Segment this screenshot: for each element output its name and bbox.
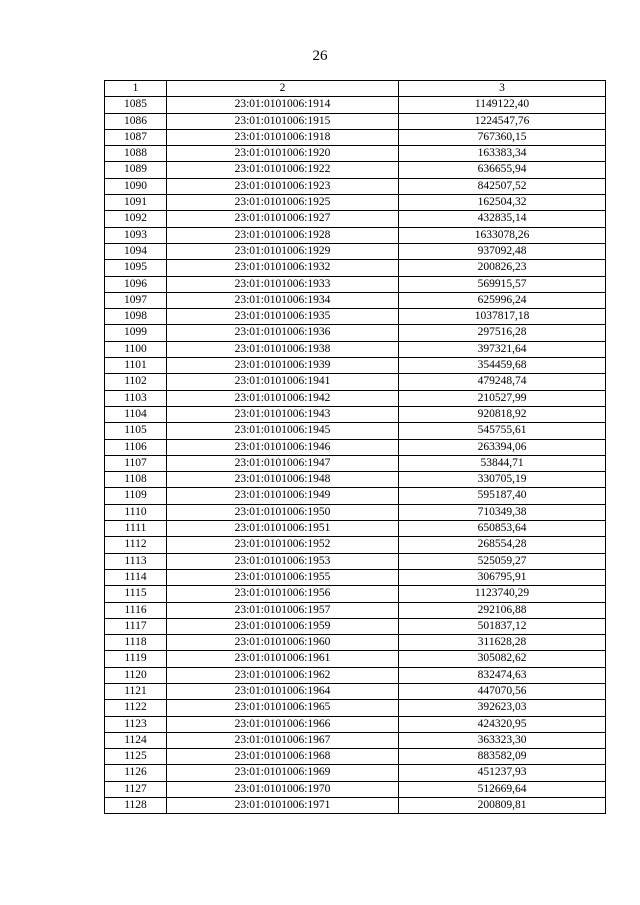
row-number-cell: 1127: [105, 781, 167, 797]
cadastral-number-cell: 23:01:0101006:1946: [167, 439, 399, 455]
table-row: [105, 749, 606, 765]
value-cell: 200826,23: [399, 260, 606, 276]
cadastral-number-cell: 23:01:0101006:1942: [167, 390, 399, 406]
value-cell: 311628,28: [399, 635, 606, 651]
table-row: [105, 341, 606, 357]
cadastral-number-cell: 23:01:0101006:1965: [167, 700, 399, 716]
table-row: [105, 292, 606, 308]
table-row: [105, 178, 606, 194]
value-cell: 937092,48: [399, 243, 606, 259]
row-number-cell: 1089: [105, 162, 167, 178]
value-cell: 263394,06: [399, 439, 606, 455]
row-number-cell: 1124: [105, 732, 167, 748]
table-row: [105, 553, 606, 569]
cadastral-number-cell: 23:01:0101006:1959: [167, 618, 399, 634]
row-number-cell: 1092: [105, 211, 167, 227]
cadastral-number-cell: 23:01:0101006:1960: [167, 635, 399, 651]
cadastral-number-cell: 23:01:0101006:1969: [167, 765, 399, 781]
value-cell: 354459,68: [399, 358, 606, 374]
value-cell: 306795,91: [399, 569, 606, 585]
cadastral-number-cell: 23:01:0101006:1947: [167, 455, 399, 471]
table-row: [105, 651, 606, 667]
value-cell: 832474,63: [399, 667, 606, 683]
value-cell: 53844,71: [399, 455, 606, 471]
cadastral-number-cell: 23:01:0101006:1950: [167, 504, 399, 520]
cadastral-number-cell: 23:01:0101006:1962: [167, 667, 399, 683]
table-row: [105, 97, 606, 113]
value-cell: 210527,99: [399, 390, 606, 406]
cadastral-number-cell: 23:01:0101006:1936: [167, 325, 399, 341]
table-row: [105, 781, 606, 797]
cadastral-number-cell: 23:01:0101006:1941: [167, 374, 399, 390]
cadastral-number-cell: 23:01:0101006:1929: [167, 243, 399, 259]
row-number-cell: 1093: [105, 227, 167, 243]
row-number-cell: 1110: [105, 504, 167, 520]
cadastral-table: [104, 80, 606, 814]
row-number-cell: 1112: [105, 537, 167, 553]
value-cell: 569915,57: [399, 276, 606, 292]
row-number-cell: 1118: [105, 635, 167, 651]
value-cell: 625996,24: [399, 292, 606, 308]
table-row: [105, 455, 606, 471]
cadastral-number-cell: 23:01:0101006:1915: [167, 113, 399, 129]
row-number-cell: 1104: [105, 406, 167, 422]
row-number-cell: 1123: [105, 716, 167, 732]
table-row: [105, 618, 606, 634]
cadastral-number-cell: 23:01:0101006:1914: [167, 97, 399, 113]
value-cell: 883582,09: [399, 749, 606, 765]
cadastral-number-cell: 23:01:0101006:1953: [167, 553, 399, 569]
cadastral-number-cell: 23:01:0101006:1923: [167, 178, 399, 194]
cadastral-number-cell: 23:01:0101006:1925: [167, 195, 399, 211]
table-row: [105, 260, 606, 276]
row-number-cell: 1086: [105, 113, 167, 129]
table-row: [105, 129, 606, 145]
cadastral-number-cell: 23:01:0101006:1970: [167, 781, 399, 797]
row-number-cell: 1109: [105, 488, 167, 504]
row-number-cell: 1113: [105, 553, 167, 569]
row-number-cell: 1125: [105, 749, 167, 765]
row-number-cell: 1090: [105, 178, 167, 194]
table-row: [105, 374, 606, 390]
cadastral-number-cell: 23:01:0101006:1967: [167, 732, 399, 748]
cadastral-number-cell: 23:01:0101006:1966: [167, 716, 399, 732]
table-row: [105, 423, 606, 439]
cadastral-number-cell: 23:01:0101006:1934: [167, 292, 399, 308]
cadastral-number-cell: 23:01:0101006:1927: [167, 211, 399, 227]
cadastral-number-cell: 23:01:0101006:1956: [167, 586, 399, 602]
value-cell: 163383,34: [399, 146, 606, 162]
value-cell: 920818,92: [399, 406, 606, 422]
row-number-cell: 1095: [105, 260, 167, 276]
column-header-2: 2: [167, 81, 399, 97]
cadastral-number-cell: 23:01:0101006:1948: [167, 472, 399, 488]
table-row: [105, 211, 606, 227]
row-number-cell: 1106: [105, 439, 167, 455]
cadastral-number-cell: 23:01:0101006:1961: [167, 651, 399, 667]
value-cell: 424320,95: [399, 716, 606, 732]
row-number-cell: 1121: [105, 683, 167, 699]
table-row: [105, 243, 606, 259]
table-row: [105, 667, 606, 683]
table-row: [105, 537, 606, 553]
table-row: [105, 798, 606, 814]
cadastral-number-cell: 23:01:0101006:1920: [167, 146, 399, 162]
table-row: [105, 113, 606, 129]
value-cell: 501837,12: [399, 618, 606, 634]
value-cell: 545755,61: [399, 423, 606, 439]
row-number-cell: 1115: [105, 586, 167, 602]
page-number: 26: [312, 48, 328, 64]
column-header-3: 3: [399, 81, 606, 97]
table-row: [105, 569, 606, 585]
value-cell: 432835,14: [399, 211, 606, 227]
cadastral-number-cell: 23:01:0101006:1933: [167, 276, 399, 292]
row-number-cell: 1114: [105, 569, 167, 585]
table-row: [105, 521, 606, 537]
value-cell: 1037817,18: [399, 309, 606, 325]
cadastral-number-cell: 23:01:0101006:1938: [167, 341, 399, 357]
column-header-1: 1: [105, 81, 167, 97]
table-body: [105, 97, 606, 814]
table-row: [105, 227, 606, 243]
row-number-cell: 1102: [105, 374, 167, 390]
cadastral-number-cell: 23:01:0101006:1935: [167, 309, 399, 325]
table-row: [105, 504, 606, 520]
value-cell: 767360,15: [399, 129, 606, 145]
cadastral-number-cell: 23:01:0101006:1928: [167, 227, 399, 243]
value-cell: 595187,40: [399, 488, 606, 504]
table-row: [105, 700, 606, 716]
table-row: [105, 586, 606, 602]
row-number-cell: 1101: [105, 358, 167, 374]
row-number-cell: 1094: [105, 243, 167, 259]
value-cell: 292106,88: [399, 602, 606, 618]
value-cell: 397321,64: [399, 341, 606, 357]
table-row: [105, 390, 606, 406]
row-number-cell: 1105: [105, 423, 167, 439]
table-row: [105, 195, 606, 211]
cadastral-number-cell: 23:01:0101006:1968: [167, 749, 399, 765]
row-number-cell: 1117: [105, 618, 167, 634]
row-number-cell: 1126: [105, 765, 167, 781]
table-row: [105, 716, 606, 732]
table-row: [105, 602, 606, 618]
row-number-cell: 1088: [105, 146, 167, 162]
row-number-cell: 1098: [105, 309, 167, 325]
cadastral-number-cell: 23:01:0101006:1939: [167, 358, 399, 374]
row-number-cell: 1108: [105, 472, 167, 488]
cadastral-number-cell: 23:01:0101006:1964: [167, 683, 399, 699]
value-cell: 650853,64: [399, 521, 606, 537]
table-row: [105, 472, 606, 488]
row-number-cell: 1120: [105, 667, 167, 683]
value-cell: 479248,74: [399, 374, 606, 390]
cadastral-number-cell: 23:01:0101006:1932: [167, 260, 399, 276]
cadastral-number-cell: 23:01:0101006:1952: [167, 537, 399, 553]
row-number-cell: 1091: [105, 195, 167, 211]
cadastral-number-cell: 23:01:0101006:1922: [167, 162, 399, 178]
table-row: [105, 765, 606, 781]
value-cell: 363323,30: [399, 732, 606, 748]
table-header: [105, 81, 606, 97]
row-number-cell: 1099: [105, 325, 167, 341]
value-cell: 268554,28: [399, 537, 606, 553]
cadastral-number-cell: 23:01:0101006:1949: [167, 488, 399, 504]
table-row: [105, 635, 606, 651]
value-cell: 305082,62: [399, 651, 606, 667]
cadastral-number-cell: 23:01:0101006:1955: [167, 569, 399, 585]
value-cell: 451237,93: [399, 765, 606, 781]
table-row: [105, 358, 606, 374]
table-row: [105, 732, 606, 748]
value-cell: 447070,56: [399, 683, 606, 699]
row-number-cell: 1128: [105, 798, 167, 814]
value-cell: 1123740,29: [399, 586, 606, 602]
row-number-cell: 1107: [105, 455, 167, 471]
value-cell: 1224547,76: [399, 113, 606, 129]
value-cell: 512669,64: [399, 781, 606, 797]
value-cell: 297516,28: [399, 325, 606, 341]
table-row: [105, 488, 606, 504]
value-cell: 710349,38: [399, 504, 606, 520]
table-row: [105, 439, 606, 455]
header-row: [105, 81, 606, 97]
row-number-cell: 1119: [105, 651, 167, 667]
table-row: [105, 406, 606, 422]
cadastral-number-cell: 23:01:0101006:1957: [167, 602, 399, 618]
value-cell: 525059,27: [399, 553, 606, 569]
row-number-cell: 1116: [105, 602, 167, 618]
table-row: [105, 309, 606, 325]
value-cell: 1149122,40: [399, 97, 606, 113]
value-cell: 200809,81: [399, 798, 606, 814]
table-row: [105, 162, 606, 178]
row-number-cell: 1087: [105, 129, 167, 145]
value-cell: 842507,52: [399, 178, 606, 194]
row-number-cell: 1085: [105, 97, 167, 113]
table-row: [105, 325, 606, 341]
table-row: [105, 146, 606, 162]
row-number-cell: 1097: [105, 292, 167, 308]
row-number-cell: 1103: [105, 390, 167, 406]
row-number-cell: 1096: [105, 276, 167, 292]
table-row: [105, 683, 606, 699]
cadastral-number-cell: 23:01:0101006:1918: [167, 129, 399, 145]
value-cell: 330705,19: [399, 472, 606, 488]
cadastral-number-cell: 23:01:0101006:1945: [167, 423, 399, 439]
value-cell: 636655,94: [399, 162, 606, 178]
cadastral-number-cell: 23:01:0101006:1943: [167, 406, 399, 422]
row-number-cell: 1111: [105, 521, 167, 537]
value-cell: 162504,32: [399, 195, 606, 211]
table-row: [105, 276, 606, 292]
cadastral-number-cell: 23:01:0101006:1951: [167, 521, 399, 537]
row-number-cell: 1100: [105, 341, 167, 357]
value-cell: 392623,03: [399, 700, 606, 716]
row-number-cell: 1122: [105, 700, 167, 716]
value-cell: 1633078,26: [399, 227, 606, 243]
cadastral-number-cell: 23:01:0101006:1971: [167, 798, 399, 814]
